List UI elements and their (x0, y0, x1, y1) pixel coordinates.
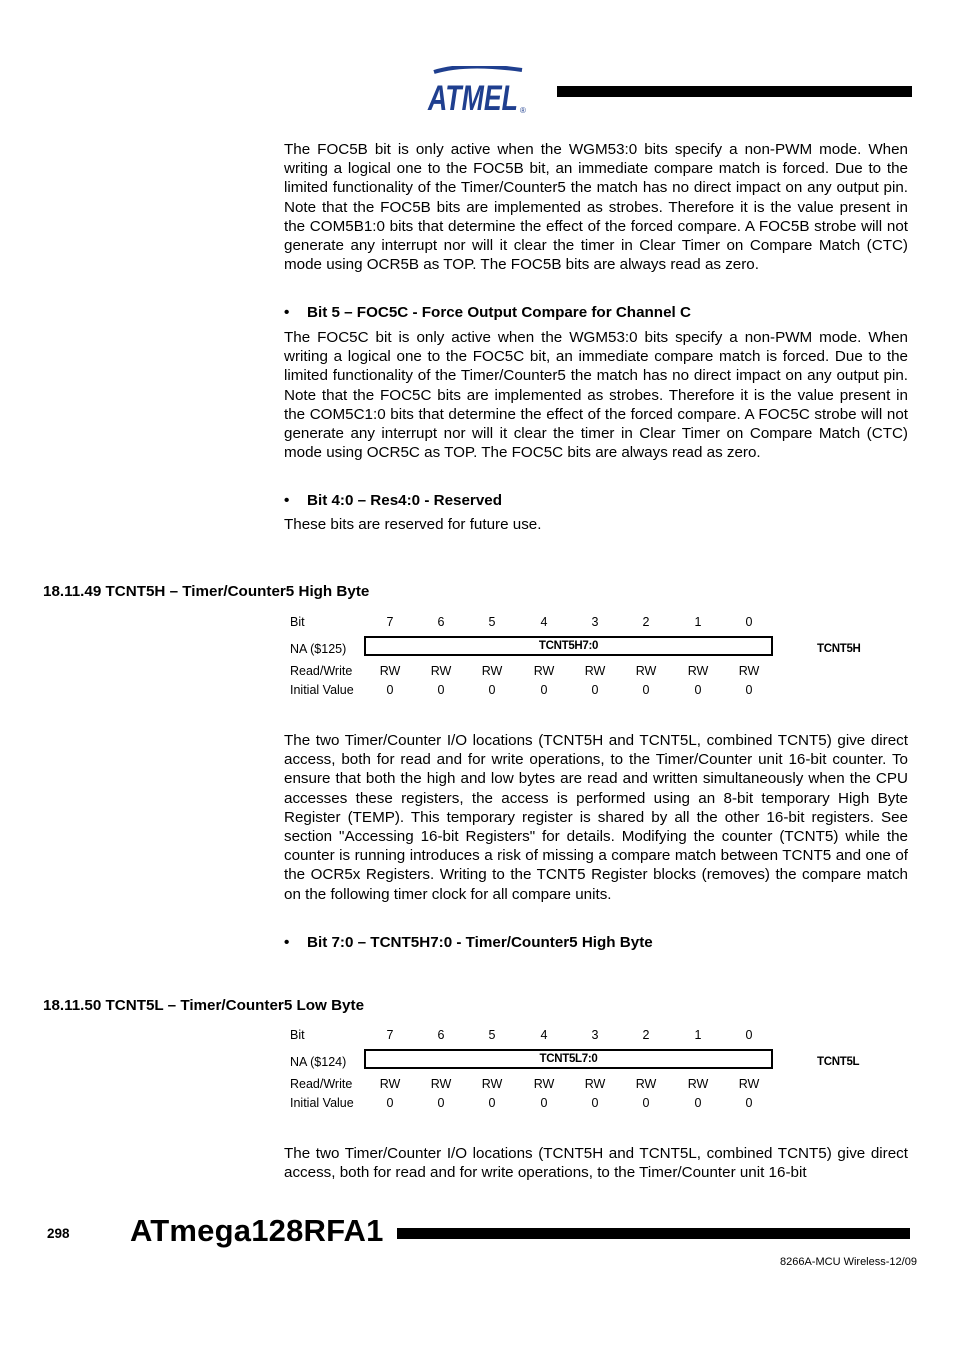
bit-number: 2 (642, 1028, 650, 1042)
initial-cell: 0 (694, 683, 702, 697)
bit-number: 2 (642, 615, 650, 629)
initial-cell: 0 (437, 683, 445, 697)
access-cell: RW (533, 664, 555, 678)
bit-number: 5 (488, 615, 496, 629)
bit-number: 3 (591, 1028, 599, 1042)
register-table-tcnt5h (288, 614, 888, 704)
register-row (288, 640, 888, 656)
bullet-bit4-0-text: Bit 4:0 – Res4:0 - Reserved (307, 492, 502, 509)
access-cell: RW (738, 664, 760, 678)
registered-mark: ® (520, 106, 526, 115)
initial-cell: 0 (745, 683, 753, 697)
document-title: ATmega128RFA1 (130, 1213, 384, 1248)
access-cell: RW (635, 1077, 657, 1091)
initial-value-label: Initial Value (290, 683, 354, 697)
bit-number: 3 (591, 615, 599, 629)
read-write-label: Read/Write (290, 1077, 353, 1091)
register-field: TCNT5L7:0 (364, 1049, 773, 1069)
bullet-bit7-0: • Bit 7:0 – TCNT5H7:0 - Timer/Counter5 High Byte (284, 934, 653, 951)
bit-number: 0 (745, 615, 753, 629)
initial-cell: 0 (488, 1096, 496, 1110)
bit-number: 4 (540, 615, 548, 629)
initial-cell: 0 (386, 1096, 394, 1110)
register-name: TCNT5H (817, 643, 861, 655)
access-cell: RW (533, 1077, 555, 1091)
tcnt5h-description: The two Timer/Counter I/O locations (TCNT5H and TCNT5L, combined TCNT5) give direct access, both for read and for write operations, to the Timer/Counter unit 16-bit counter. To ensure that both the high and low bytes are read and written simultaneously when the CPU accesses these registers, the access is performed using an 8-bit temporary High Byte Register (TEMP). This temporary register is shared by all the other 16-bit registers. See section "Accessing 16-bit Registers" for details. Modifying the counter (TCNT5) while the counter is running introduces a risk of missing a compare match between TCNT5 and one of the OCR5x Registers. Writing to the TCNT5 Register blocks (removes) the compare match on the following timer clock for all compare units. (284, 732, 908, 903)
initial-cell: 0 (591, 683, 599, 697)
bullet-bit5: • Bit 5 – FOC5C - Force Output Compare for Channel C (284, 304, 691, 321)
atmel-logo (426, 66, 530, 116)
access-cell: RW (635, 664, 657, 678)
initial-cell: 0 (694, 1096, 702, 1110)
bit-number: 1 (694, 1028, 702, 1042)
access-cell: RW (430, 1077, 452, 1091)
initial-cell: 0 (591, 1096, 599, 1110)
register-field: TCNT5H7:0 (364, 636, 773, 656)
bullet-bit5-text: Bit 5 – FOC5C - Force Output Compare for Channel C (307, 304, 691, 321)
access-cell: RW (738, 1077, 760, 1091)
access-cell: RW (481, 664, 503, 678)
initial-cell: 0 (386, 683, 394, 697)
bit-number: 6 (437, 615, 445, 629)
bit-number: 5 (488, 1028, 496, 1042)
foc5b-paragraph: The FOC5B bit is only active when the WGM53:0 bits specify a non-PWM mode. When writing a logical one to the FOC5B bit, an immediate compare match is forced. Due to the limited functionality of the Timer/Counter5 the match has no direct impact on any output pin. Note that the FOC5B bits are implemented as strobes. Therefore it is the value present in the COM5B1:0 bits that determine the effect of the forced compare. A FOC5B strobe will not generate any interrupt nor will it clear the timer in Clear Timer on Compare Match (CTC) mode using OCR5B as TOP. The FOC5B bits are always read as zero. (284, 141, 908, 274)
header-rule (557, 86, 912, 97)
access-cell: RW (379, 664, 401, 678)
register-address: NA ($125) (290, 642, 347, 656)
register-row (288, 1053, 888, 1069)
bit-number: 7 (386, 615, 394, 629)
document-reference: 8266A-MCU Wireless-12/09 (780, 1256, 917, 1268)
access-cell: RW (584, 1077, 606, 1091)
section-heading-tcnt5l: 18.11.50 TCNT5L – Timer/Counter5 Low Byte (43, 997, 365, 1014)
bit-number: 6 (437, 1028, 445, 1042)
atmel-logo-graphic (426, 66, 530, 116)
initial-value-label: Initial Value (290, 1096, 354, 1110)
initial-cell: 0 (540, 683, 548, 697)
bit-number: 7 (386, 1028, 394, 1042)
initial-cell: 0 (642, 1096, 650, 1110)
logo-text: ATMEL (427, 79, 518, 116)
bit-label: Bit (290, 615, 305, 629)
bullet-bit4-0: • Bit 4:0 – Res4:0 - Reserved (284, 492, 502, 509)
register-address: NA ($124) (290, 1055, 347, 1069)
page-number: 298 (47, 1226, 70, 1241)
initial-cell: 0 (437, 1096, 445, 1110)
bit-number: 1 (694, 615, 702, 629)
initial-cell: 0 (540, 1096, 548, 1110)
tcnt5l-description: The two Timer/Counter I/O locations (TCNT5H and TCNT5L, combined TCNT5) give direct access, both for read and for write operations, to the Timer/Counter unit 16-bit (284, 1145, 908, 1182)
section-heading-tcnt5h: 18.11.49 TCNT5H – Timer/Counter5 High Byte (43, 583, 370, 600)
access-cell: RW (584, 664, 606, 678)
bit-number: 4 (540, 1028, 548, 1042)
footer-rule (397, 1228, 910, 1239)
register-name: TCNT5L (817, 1056, 860, 1068)
initial-cell: 0 (745, 1096, 753, 1110)
bit-number: 0 (745, 1028, 753, 1042)
access-cell: RW (687, 1077, 709, 1091)
bullet-bit7-0-text: Bit 7:0 – TCNT5H7:0 - Timer/Counter5 High Byte (307, 934, 653, 951)
access-cell: RW (379, 1077, 401, 1091)
initial-cell: 0 (488, 683, 496, 697)
reserved-paragraph: These bits are reserved for future use. (284, 516, 542, 533)
read-write-label: Read/Write (290, 664, 353, 678)
bit-label: Bit (290, 1028, 305, 1042)
foc5c-paragraph: The FOC5C bit is only active when the WGM53:0 bits specify a non-PWM mode. When writing a logical one to the FOC5C bit, an immediate compare match is forced. Due to the limited functionality of the Timer/Counter5 the match has no direct impact on any output pin. Note that the FOC5C bits are implemented as strobes. Therefore it is the value present in the COM5C1:0 bits that determine the effect of the forced compare. A FOC5C strobe will not generate any interrupt nor will it clear the timer in Clear Timer on Compare Match (CTC) mode using OCR5C as TOP. The FOC5C bits are always read as zero. (284, 329, 908, 462)
register-table-tcnt5l (288, 1027, 888, 1117)
access-cell: RW (430, 664, 452, 678)
access-cell: RW (481, 1077, 503, 1091)
access-cell: RW (687, 664, 709, 678)
initial-cell: 0 (642, 683, 650, 697)
